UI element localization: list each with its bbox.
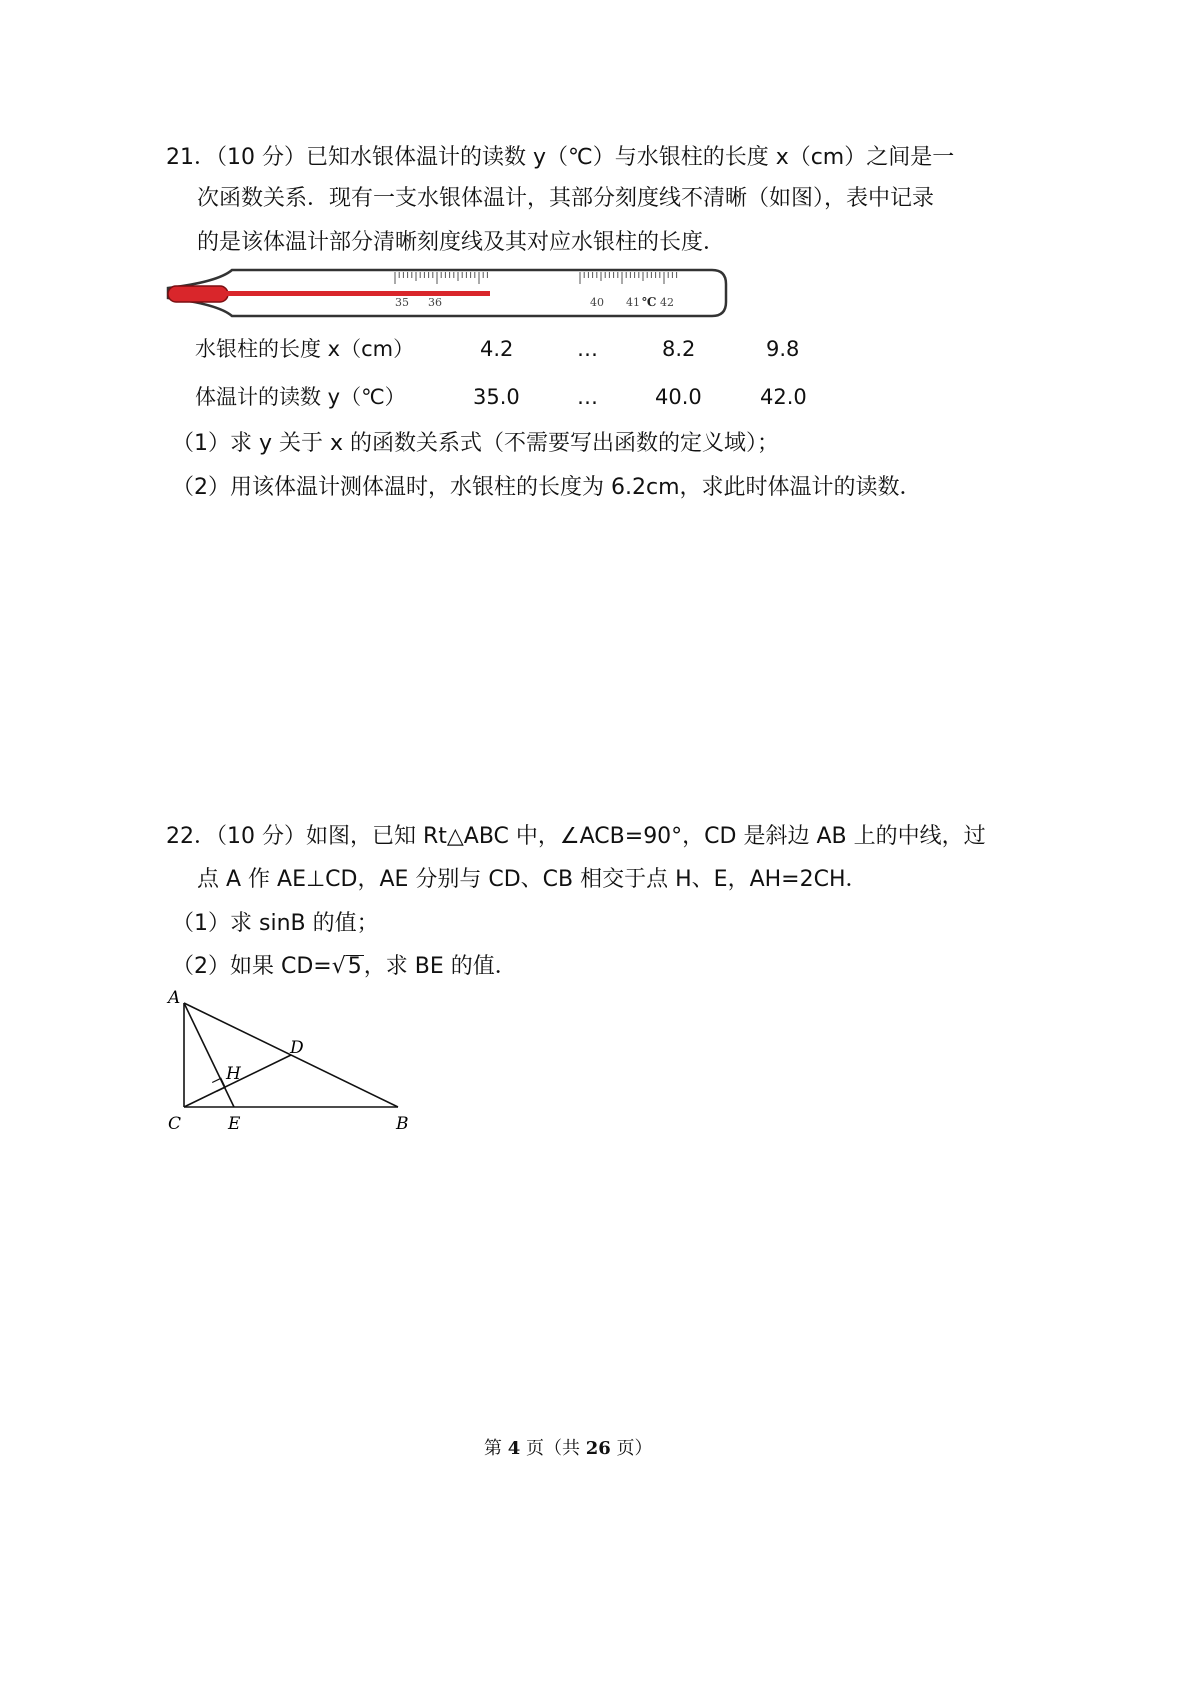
q22-line1: 22．（10 分）如图，已知 Rt△ABC 中，∠ACB=90°，CD 是斜边 AB 上的中线，过 xyxy=(166,824,986,849)
tick-label-36: 36 xyxy=(428,296,442,309)
label-b: B xyxy=(396,1114,409,1134)
mercury-bulb xyxy=(168,286,228,302)
q22-part2 xyxy=(172,953,517,981)
sqrt-radicand: 5 xyxy=(347,954,362,979)
tick-label-celsius: ℃ xyxy=(642,295,657,309)
tick-label-35: 35 xyxy=(395,296,409,309)
table-row1-value3: 8.2 xyxy=(662,337,696,361)
table-row2-value4: 42.0 xyxy=(760,385,807,409)
q22-part2-prefix: （2）如果 CD= xyxy=(172,954,332,979)
q22-line2: 点 A 作 AE⊥CD，AE 分别与 CD、CB 相交于点 H、E，AH=2CH． xyxy=(197,867,868,892)
q21-line3: 的是该体温计部分清晰刻度线及其对应水银柱的长度． xyxy=(197,230,726,255)
q22-part1: （1）求 sinB 的值； xyxy=(172,911,379,936)
mercury-column xyxy=(224,291,490,296)
label-h: H xyxy=(226,1064,241,1084)
table-row1-value4: 9.8 xyxy=(766,337,800,361)
table-row1-value2: … xyxy=(577,337,598,361)
table-row2-label: 体温计的读数 y（℃） xyxy=(195,385,406,409)
q21-part2: （2）用该体温计测体温时，水银柱的长度为 6.2cm，求此时体温计的读数． xyxy=(172,475,922,500)
q22-part2-suffix: ，求 BE 的值． xyxy=(363,954,517,979)
table-row1-label: 水银柱的长度 x（cm） xyxy=(195,337,415,361)
q21-line1: 21．（10 分）已知水银体温计的读数 y（℃）与水银柱的长度 x（cm）之间是一 xyxy=(166,145,955,170)
q21-part1: （1）求 y 关于 x 的函数关系式（不需要写出函数的定义域）； xyxy=(172,431,780,456)
triangle-figure xyxy=(160,985,420,1135)
label-d: D xyxy=(290,1038,304,1058)
footer-total-pages: 26 xyxy=(585,1438,611,1459)
page-footer xyxy=(484,1434,653,1460)
footer-middle: 页（共 xyxy=(526,1438,580,1459)
tick-label-40: 40 xyxy=(590,296,604,309)
footer-prefix: 第 xyxy=(484,1438,502,1459)
table-row1-value1: 4.2 xyxy=(480,337,514,361)
table-row2-value3: 40.0 xyxy=(655,385,702,409)
label-a: A xyxy=(168,988,181,1008)
sqrt-symbol: √5 xyxy=(331,954,362,979)
footer-page-number: 4 xyxy=(507,1438,521,1459)
label-e: E xyxy=(228,1114,241,1134)
footer-suffix: 页） xyxy=(616,1438,653,1459)
segment-ae xyxy=(184,1003,234,1107)
thermometer-figure xyxy=(160,262,740,328)
table-row2-value1: 35.0 xyxy=(473,385,520,409)
label-c: C xyxy=(168,1114,182,1134)
tick-label-42: 42 xyxy=(660,296,674,309)
table-row2-value2: … xyxy=(577,385,598,409)
tick-label-41: 41 xyxy=(626,296,640,309)
q21-line2: 次函数关系．现有一支水银体温计，其部分刻度线不清晰（如图），表中记录 xyxy=(197,186,935,211)
